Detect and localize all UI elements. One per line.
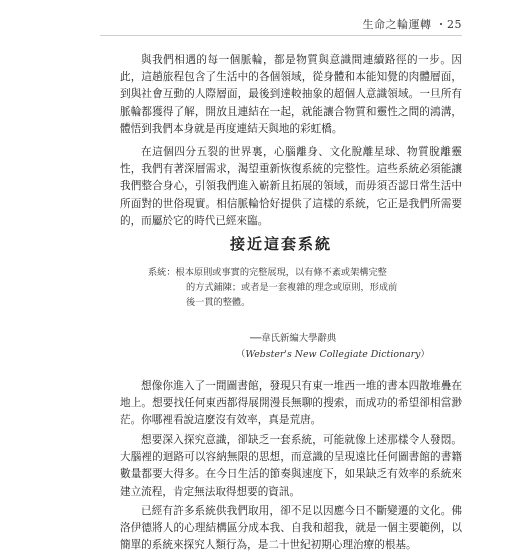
quote-line-3: 後一貫的整體。: [186, 297, 251, 308]
quote-line-2: 的方式鋪陳；或者是一套複雜的理念或原則，形成前: [186, 282, 398, 293]
running-title: 生命之輪運轉: [362, 18, 432, 31]
body-paragraph-5: 已經有許多系統供我們取用，卻不足以因應今日不斷變遷的文化。佛洛伊德將人的心理結構區分成本我、自我和超我，就是一個主要範例，以簡單的系統來探究人類行為，是二十世紀初期心理治療的根基。: [120, 505, 462, 552]
quote-source-english: [236, 346, 430, 360]
body-paragraph-1: 與我們相遇的每一個脈輪，都是物質與意識間連續路徑的一步。因此，這趟旅程包含了生活中的各個領域，從身體和本能知覺的肉體層面，到與社會互動的人際層面，最後到達較抽象的超個人意識領域。一旦所有脈輪都獲得了解，開放且連結在一起，就能讓合物質和靈性之間的鴻溝，體悟到我們本身就是再度連結天與地的彩虹橋。: [120, 54, 462, 135]
header-divider: [100, 35, 462, 36]
page-number: 25: [447, 18, 462, 31]
section-title: 接近這套系統: [229, 235, 332, 253]
source-close-paren: ）: [420, 349, 430, 360]
running-header: [363, 16, 463, 32]
body-paragraph-2: 在這個四分五裂的世界裏，心腦離身、文化脫離星球、物質脫離靈性，我們有著深層需求，渴望重新恢復系統的完整性。這些系統必須能讓我們整合身心，引領我們進入嶄新且拓展的領域，而毋須否認日常生活中所面對的世俗現實。相信脈輪恰好提供了這樣的系統，它正是我們所需要的，而屬於它的時代已經來臨。: [120, 146, 462, 227]
body-paragraph-3: 想像你進入了一間圖書館，發現只有東一堆西一堆的書本四散堆疊在地上。想要找任何東西都得展開漫長無聊的搜索，而成功的希望卻相當渺茫。你哪裡看說這麼沒有效率，真是荒唐。: [120, 380, 462, 427]
quote-line-1: 系統：根本原則或事實的完整展現，以有條不紊或架構完整: [148, 267, 387, 278]
body-paragraph-4: 想要深入探究意識，卻缺乏一套系統，可能就像上述那樣令人發悶。大腦裡的迴路可以容納無限的思想，而意識的呈現遠比任何圖書館的書籍數量都要大得多。在今日生活的節奏與速度下，如果缺乏有效率的系統來建立流程，肯定無法取得想要的資訊。: [120, 434, 462, 498]
definition-quote: [148, 265, 448, 310]
source-open-paren: （: [236, 349, 246, 360]
source-title: Webster's New Collegiate Dictionary: [245, 349, 421, 360]
header-separator: ・: [435, 18, 447, 31]
quote-source-chinese: ──韋氏新編大學辭典: [250, 333, 337, 344]
